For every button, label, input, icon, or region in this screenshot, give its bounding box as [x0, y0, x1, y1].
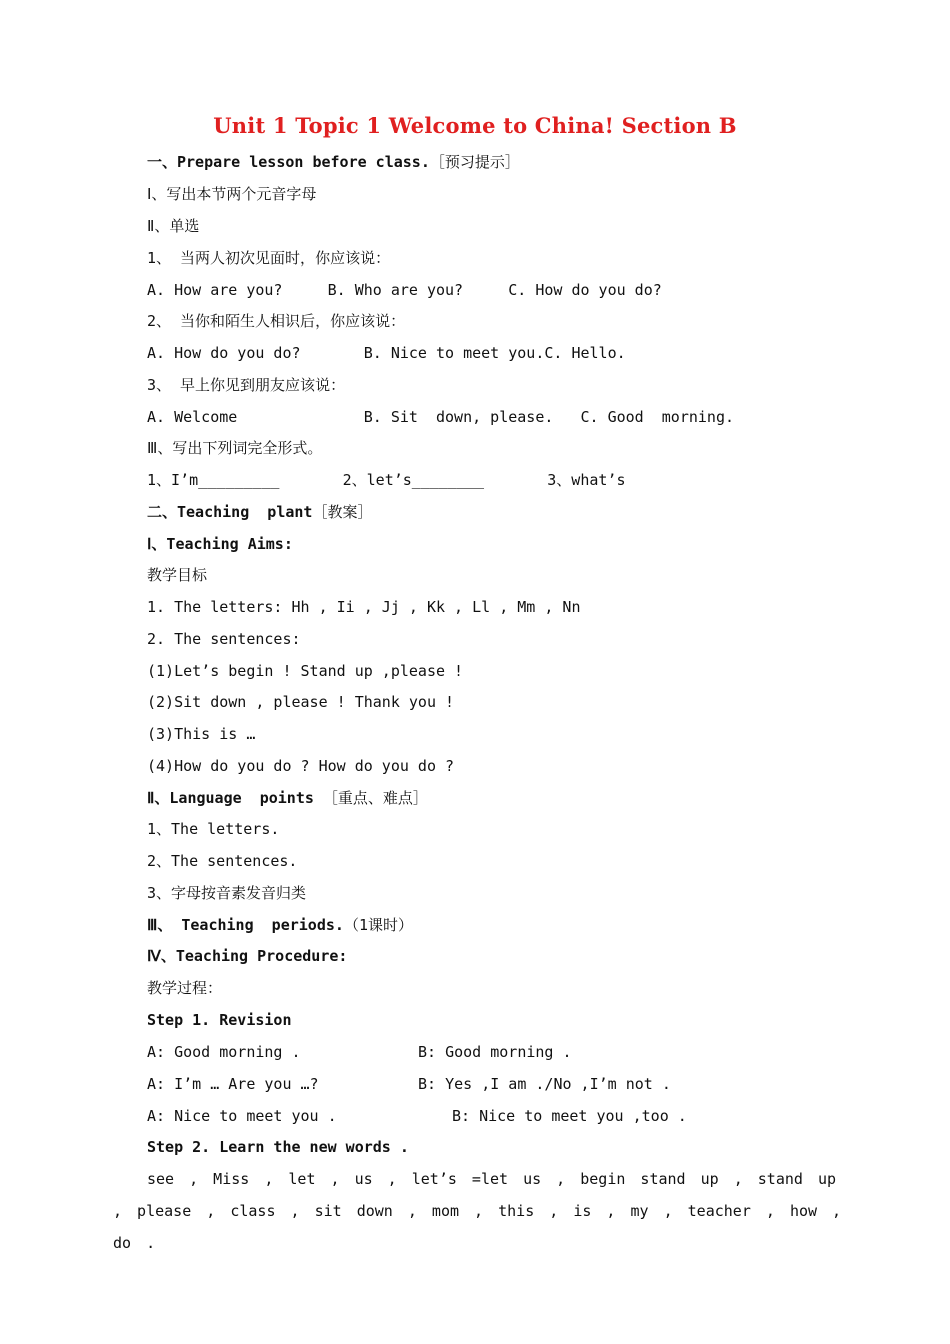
prep-fullform-items: 1、I’m_________ 2、let’s________ 3、what’s	[147, 471, 626, 489]
language-point-3: 3、字母按音素发音归类	[147, 884, 307, 902]
dialogue-line-1-a: A: Good morning .	[147, 1043, 301, 1061]
step-1-heading: Step 1. Revision	[147, 1011, 292, 1029]
prep-fullform-heading: Ⅲ、写出下列词完全形式。	[147, 439, 323, 457]
question-1-options: A. How are you? B. Who are you? C. How do you do?	[147, 281, 662, 299]
language-point-1: 1、The letters.	[147, 820, 280, 838]
prep-heading-note: ［预习提示］	[429, 153, 520, 171]
plan-heading	[147, 502, 372, 522]
teaching-periods-text: Ⅲ、 Teaching periods.	[147, 916, 344, 934]
question-1: 1、 当两人初次见面时，你应该说：	[147, 249, 391, 267]
question-2-options: A. How do you do? B. Nice to meet you.C. Hello.	[147, 344, 626, 362]
question-2: 2、 当你和陌生人相识后，你应该说：	[147, 312, 406, 330]
prep-heading-text: 一、Prepare lesson before class.	[147, 153, 430, 171]
language-point-2: 2、The sentences.	[147, 852, 298, 870]
plan-heading-text: 二、Teaching plant	[147, 503, 313, 521]
teaching-aims-heading: Ⅰ、Teaching Aims:	[147, 535, 293, 553]
question-3: 3、 早上你见到朋友应该说：	[147, 376, 346, 394]
dialogue-line-3-b: B: Nice to meet you ,too .	[452, 1107, 687, 1125]
language-points-text: Ⅱ、Language points	[147, 789, 314, 807]
prep-vowels: Ⅰ、写出本节两个元音字母	[147, 185, 317, 203]
plan-heading-note: ［教案］	[312, 503, 373, 521]
sentence-2: (2)Sit down , please ! Thank you !	[147, 693, 455, 711]
prep-choice-heading: Ⅱ、单选	[147, 217, 200, 235]
dialogue-line-2-b: B: Yes ,I am ./No ,I’m not .	[418, 1075, 671, 1093]
teaching-periods-note: （1课时）	[343, 916, 413, 934]
document-title: Unit 1 Topic 1 Welcome to China! Section B	[213, 113, 737, 138]
sentence-1: (1)Let’s begin ! Stand up ,please !	[147, 662, 464, 680]
dialogue-line-3-a: A: Nice to meet you .	[147, 1107, 337, 1125]
step-2-heading: Step 2. Learn the new words .	[147, 1138, 409, 1156]
aim-letters: 1. The letters: Hh , Ii , Jj , Kk , Ll , Mm , Nn	[147, 598, 581, 616]
procedure-cn: 教学过程：	[147, 979, 223, 997]
question-3-options: A. Welcome B. Sit down, please. C. Good morning.	[147, 408, 734, 426]
dialogue-line-1-b: B: Good morning .	[418, 1043, 572, 1061]
prep-heading	[147, 152, 520, 172]
sentence-4: (4)How do you do ? How do you do ?	[147, 757, 455, 775]
aim-sentences: 2. The sentences:	[147, 630, 301, 648]
dialogue-line-2-a: A: I’m … Are you …?	[147, 1075, 319, 1093]
language-points-note: ［重点、难点］	[313, 789, 428, 807]
new-words-paragraph: see , Miss , let , us , let’s =let us , begin stand up , stand up , please , class , sit down , mom , this , is , my , teacher , how , do .	[113, 1170, 842, 1252]
language-points-heading	[147, 788, 428, 808]
teaching-periods-heading	[147, 915, 413, 935]
procedure-heading: Ⅳ、Teaching Procedure:	[147, 947, 348, 965]
teaching-aims-cn: 教学目标	[147, 566, 208, 584]
sentence-3: (3)This is …	[147, 725, 256, 743]
